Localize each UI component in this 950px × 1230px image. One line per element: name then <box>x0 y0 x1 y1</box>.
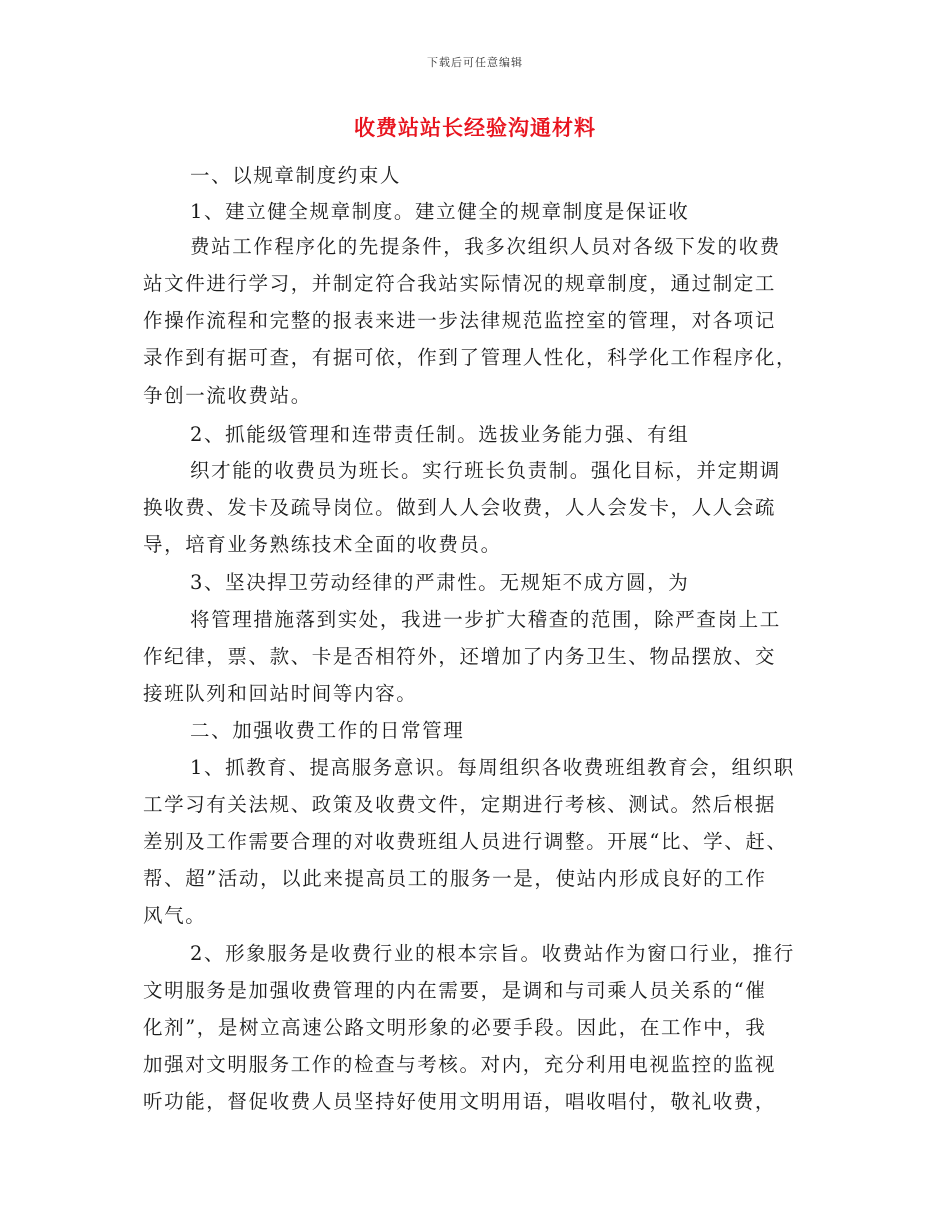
paragraph-line: 换收费、发卡及疏导岗位。做到人人会收费，人人会发卡，人人会疏 <box>143 496 777 519</box>
section-heading: 二、加强收费工作的日常管理 <box>190 719 465 742</box>
paragraph-line: 将管理措施落到实处，我进一步扩大稽查的范围，除严查岗上工 <box>190 608 781 631</box>
paragraph-line: 加强对文明服务工作的检查与考核。对内，充分利用电视监控的监视 <box>143 1053 777 1076</box>
paragraph-line: 争创一流收费站。 <box>143 384 312 407</box>
section-heading: 一、以规章制度约束人 <box>190 164 402 187</box>
paragraph-line: 工学习有关法规、政策及收费文件，定期进行考核、测试。然后根据 <box>143 793 777 816</box>
paragraph-line: 录作到有据可查，有据可依，作到了管理人性化，科学化工作程序化， <box>143 346 798 369</box>
page-header-note: 下载后可任意编辑 <box>427 56 523 69</box>
paragraph-line: 3、坚决捍卫劳动经律的严肃性。无规矩不成方圆，为 <box>190 571 690 594</box>
document-title: 收费站站长经验沟通材料 <box>354 115 596 140</box>
paragraph-line: 织才能的收费员为班长。实行班长负责制。强化目标，并定期调 <box>190 459 781 482</box>
paragraph-line: 帮、超”活动，以此来提高员工的服务一是，使站内形成良好的工作 <box>143 867 767 890</box>
paragraph-line: 站文件进行学习，并制定符合我站实际情况的规章制度，通过制定工 <box>143 272 777 295</box>
paragraph-line: 2、抓能级管理和连带责任制。选拔业务能力强、有组 <box>190 423 690 446</box>
paragraph-line: 差别及工作需要合理的对收费班组人员进行调整。开展“比、学、赶、 <box>143 830 788 853</box>
paragraph-line: 作操作流程和完整的报表来进一步法律规范监控室的管理，对各项记 <box>143 309 777 332</box>
paragraph-line: 1、抓教育、提高服务意识。每周组织各收费班组教育会，组织职 <box>190 756 795 779</box>
paragraph-line: 导，培育业务熟练技术全面的收费员。 <box>143 533 502 556</box>
paragraph-line: 文明服务是加强收费管理的内在需要，是调和与司乘人员关系的“催 <box>143 979 767 1002</box>
paragraph-line: 费站工作程序化的先提条件，我多次组织人员对各级下发的收费 <box>190 235 781 258</box>
paragraph-line: 化剂”，是树立高速公路文明形象的必要手段。因此，在工作中，我 <box>143 1016 767 1039</box>
paragraph-line: 接班队列和回站时间等内容。 <box>143 682 418 705</box>
paragraph-line: 听功能，督促收费人员坚持好使用文明用语，唱收唱付，敬礼收费， <box>143 1090 777 1113</box>
paragraph-line: 1、建立健全规章制度。建立健全的规章制度是保证收 <box>190 200 690 223</box>
paragraph-line: 风气。 <box>143 904 207 927</box>
paragraph-line: 2、形象服务是收费行业的根本宗旨。收费站作为窗口行业，推行 <box>190 942 795 965</box>
paragraph-line: 作纪律，票、款、卡是否相符外，还增加了内务卫生、物品摆放、交 <box>143 645 777 668</box>
